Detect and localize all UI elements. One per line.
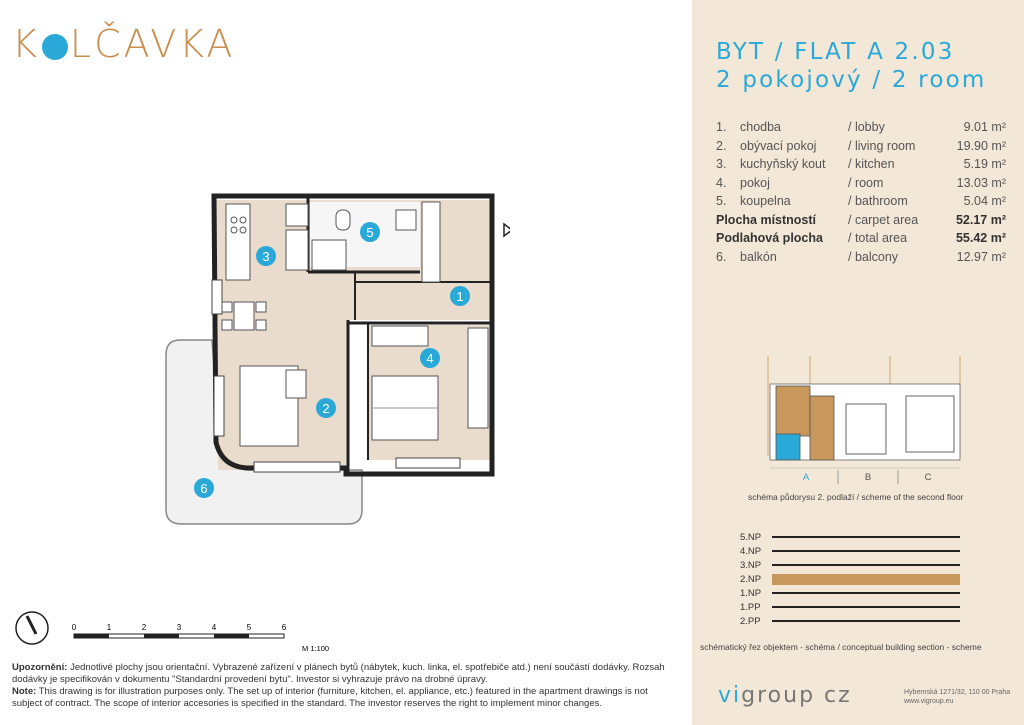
svg-text:6: 6 [281, 623, 287, 632]
svg-text:M 1:100: M 1:100 [302, 644, 330, 653]
floor-row: 4.NP [740, 544, 960, 558]
floor-row: 1.NP [740, 586, 960, 600]
footer-brand [692, 665, 1024, 725]
note-cz: Upozornění: Jednotlivé plochy jsou orientační. Vybrazené zařízení v plánech bytů (nábytek, kuch. linka, el. spotřebiče atd.) není součástí dodávky. Rozsah dodávky je specifikován v dokumentu "Standardní provedení bytu". Investor si vyhrazuje právo na drobné úpravy. [12, 662, 665, 685]
svg-text:1: 1 [456, 289, 464, 304]
kolcavka-logo [12, 22, 235, 66]
svg-text:C: C [924, 472, 932, 483]
svg-text:4: 4 [426, 351, 434, 366]
room-badge-4 [420, 348, 440, 368]
svg-text:0: 0 [71, 623, 77, 632]
fridge [286, 230, 308, 270]
svg-text:2: 2 [322, 401, 330, 416]
vigroup-logo: vigroup cz [718, 683, 852, 708]
sink [396, 210, 416, 230]
svg-text:6: 6 [200, 481, 208, 496]
floor-row: 3.NP [740, 558, 960, 572]
room-badge-2 [316, 398, 336, 418]
room-row: 4. pokoj / room 13.03 m² [716, 175, 1006, 190]
window-left [212, 280, 222, 314]
svg-text:5: 5 [366, 225, 374, 240]
balcony-row: 6. balkón / balcony 12.97 m² [716, 249, 1006, 264]
toilet [336, 210, 350, 230]
svg-text:4: 4 [211, 623, 217, 632]
wardrobe-room [372, 326, 428, 346]
scale-bar [12, 608, 342, 658]
washing-machine [286, 204, 308, 226]
entrance-arrow-icon [504, 224, 510, 236]
svg-text:3: 3 [176, 623, 182, 632]
room-row: 2. obývací pokoj / living room 19.90 m² [716, 138, 1006, 153]
logo-circle-icon [42, 34, 68, 60]
floor-row-highlighted: 2.NP [740, 572, 960, 586]
room-badge-1 [450, 286, 470, 306]
floor-row: 5.NP [740, 530, 960, 544]
total-area-row: Podlahová plocha / total area 55.42 m² [716, 231, 1006, 246]
room-badge-3 [256, 246, 276, 266]
logo-text-pre: K [12, 22, 40, 66]
flat-title: BYT / FLAT A 2.03 2 pokojový / 2 room [716, 39, 987, 93]
note-en: Note: This drawing is for illustration purposes only. The set up of interior (furniture, kitchen, el. appliance, etc.) featured in the apartment drawings is not subject of contract. The scope of interior accesories is specified in the standard. The investor reserves the right to implement minor changes. [12, 686, 648, 709]
svg-text:1: 1 [106, 623, 112, 632]
company-address: Hybernská 1271/32, 110 00 Praha www.vigroup.eu [904, 689, 1011, 705]
window-room [396, 458, 460, 468]
room-badge-5 [360, 222, 380, 242]
kitchen-counter [226, 204, 250, 280]
wardrobe-room-right [468, 328, 488, 428]
logo-text-post: LČAVKA [69, 22, 236, 66]
svg-text:A: A [802, 472, 810, 483]
window-living [214, 376, 224, 436]
section-a-highlight [776, 386, 810, 436]
svg-text:5: 5 [246, 623, 252, 632]
coffee-table [286, 370, 306, 398]
svg-text:3: 3 [262, 249, 270, 264]
room-area-table [716, 118, 1006, 266]
room-row: 1. chodba / lobby 9.01 m² [716, 120, 1006, 135]
shower [312, 240, 346, 270]
room-row: 5. koupelna / bathroom 5.04 m² [716, 194, 1006, 209]
floor-row: 2.PP [740, 614, 960, 628]
room-row: 3. kuchyňský kout / kitchen 5.19 m² [716, 157, 1006, 172]
carpet-area-row: Plocha místností / carpet area 52.17 m² [716, 212, 1006, 227]
wardrobe-lobby [422, 202, 440, 282]
svg-text:B: B [864, 472, 872, 483]
svg-text:2: 2 [141, 623, 147, 632]
building-section [740, 530, 960, 628]
dining-table [234, 302, 254, 330]
window-bottom [254, 462, 340, 472]
room-badge-6 [194, 478, 214, 498]
current-flat-marker [776, 434, 800, 460]
section-caption: schématický řez objektem - schéma / conceptual building section - scheme [700, 642, 982, 652]
floor-row: 1.PP [740, 600, 960, 614]
scheme-caption: schéma půdorysu 2. podlaží / scheme of the second floor [748, 492, 964, 502]
disclaimer-notes [12, 662, 672, 710]
floor-scheme [760, 356, 970, 486]
floor-plan [150, 180, 510, 530]
